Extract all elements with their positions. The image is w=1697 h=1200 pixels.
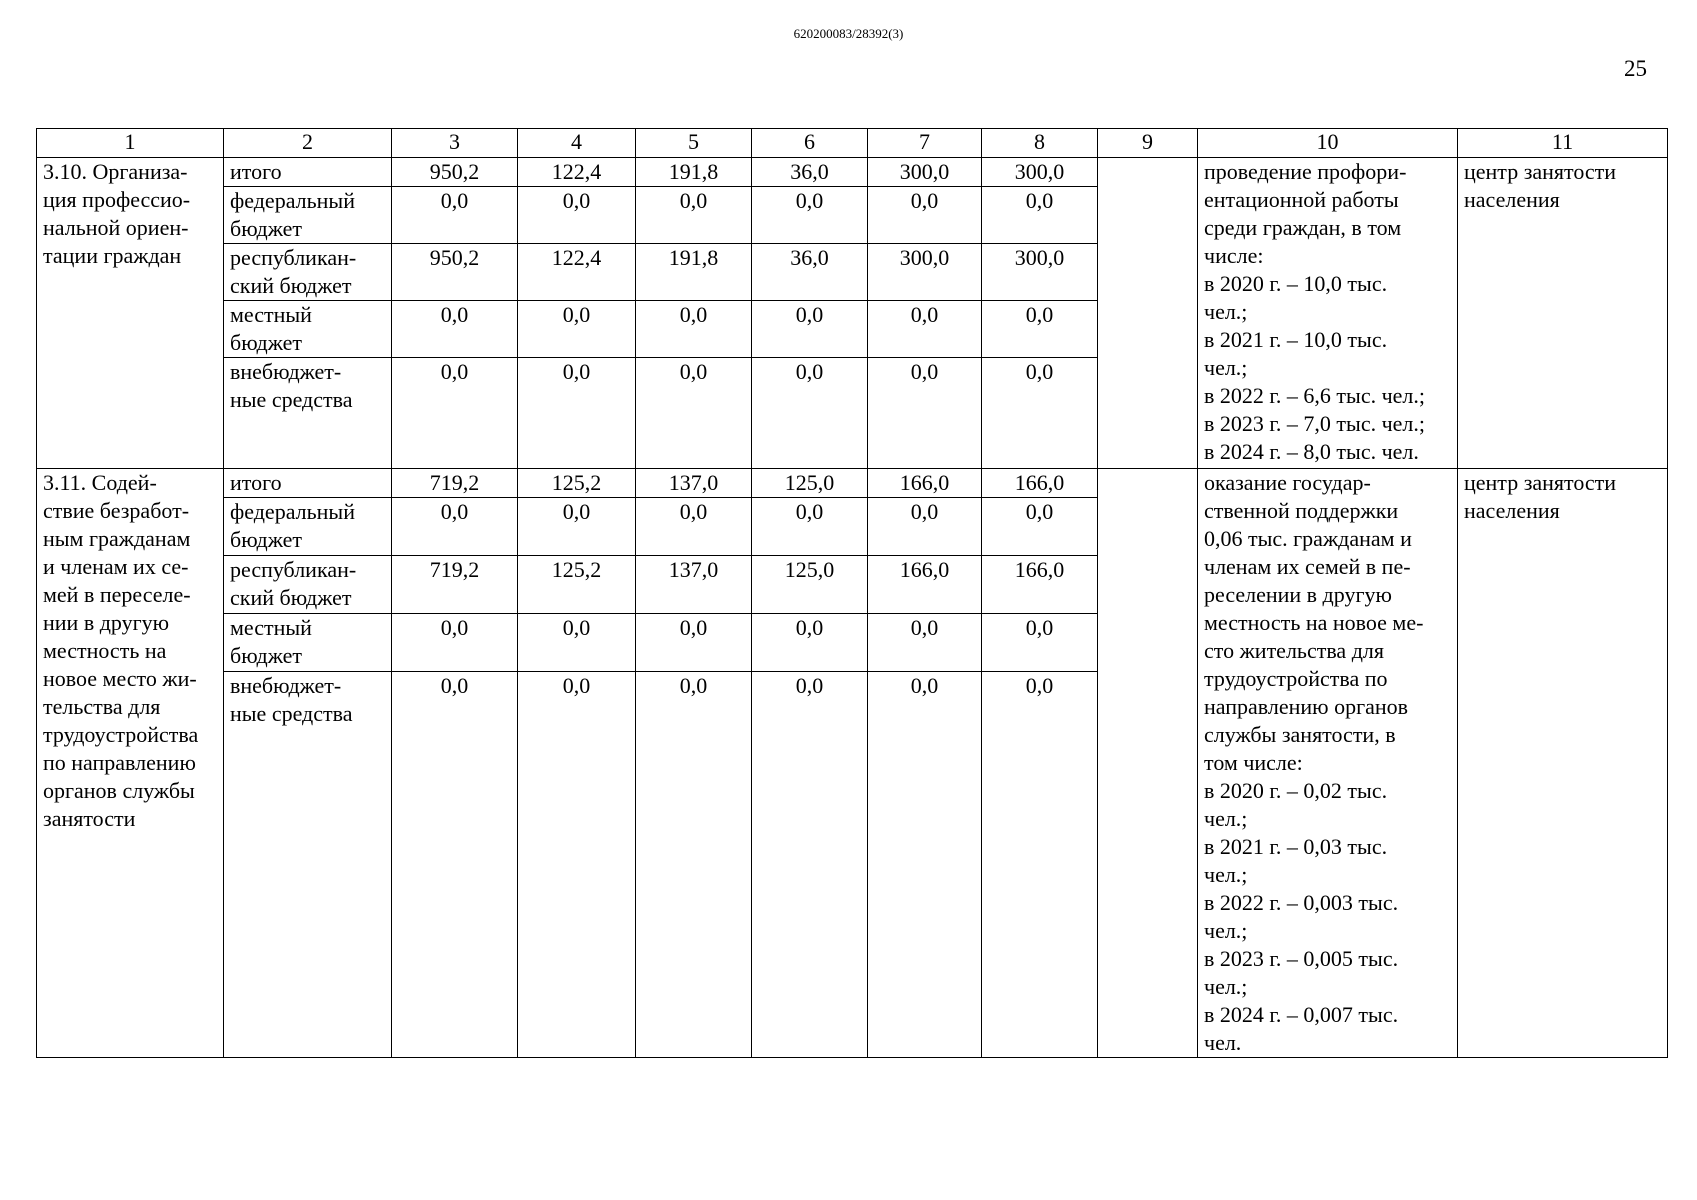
measure-title-line: тации граждан — [43, 243, 182, 268]
measure-title-line: ным гражданам — [43, 526, 191, 551]
expected-result-line: 0,06 тыс. гражданам и — [1204, 526, 1412, 551]
funding-value: 0,0 — [868, 358, 982, 469]
funding-value: 950,2 — [392, 158, 518, 187]
expected-result-line: оказание государ- — [1204, 470, 1371, 495]
funding-value: 125,0 — [752, 556, 868, 614]
funding-value: 122,4 — [518, 244, 636, 301]
funding-value: 0,0 — [392, 613, 518, 671]
funding-value: 719,2 — [392, 469, 518, 498]
expected-result-line: проведение профори- — [1204, 159, 1407, 184]
expected-result-line: ентационной работы — [1204, 187, 1399, 212]
funding-source-line: республикан- — [230, 557, 357, 583]
measure-title-line: ция профессио- — [43, 187, 191, 212]
measure-title-line: по направлению — [43, 750, 196, 775]
funding-value: 0,0 — [982, 358, 1098, 469]
funding-value: 0,0 — [392, 301, 518, 358]
expected-result-line: чел. — [1204, 1030, 1242, 1055]
measures-table — [36, 128, 1668, 1058]
funding-value: 122,4 — [518, 158, 636, 187]
funding-source — [224, 244, 392, 301]
column-number: 4 — [518, 129, 636, 158]
measure-title-line: нии в другую — [43, 610, 170, 635]
expected-result-line: том числе: — [1204, 750, 1303, 775]
funding-value: 0,0 — [868, 613, 982, 671]
funding-value: 0,0 — [392, 671, 518, 1057]
expected-result-line: среди граждан, в том — [1204, 215, 1402, 240]
document-id: 620200083/28392(3) — [793, 26, 904, 41]
executor-line: населения — [1464, 498, 1560, 523]
expected-result-line: в 2021 г. – 10,0 тыс. — [1204, 327, 1388, 352]
expected-result-line: чел.; — [1204, 299, 1248, 324]
expected-result-line: членам их семей в пе- — [1204, 554, 1411, 579]
funding-source-line: федеральный — [230, 499, 355, 525]
funding-value: 0,0 — [868, 301, 982, 358]
expected-result-line: местность на новое ме- — [1204, 610, 1424, 635]
measure-title — [37, 158, 224, 469]
funding-value: 0,0 — [752, 358, 868, 469]
funding-value: 0,0 — [636, 498, 752, 556]
funding-value: 0,0 — [392, 498, 518, 556]
funding-value: 0,0 — [518, 613, 636, 671]
funding-value: 166,0 — [982, 469, 1098, 498]
expected-result-line: в 2022 г. – 6,6 тыс. чел.; — [1204, 383, 1426, 408]
funding-source-line: федеральный — [230, 188, 355, 213]
expected-result-line: в 2020 г. – 0,02 тыс. — [1204, 778, 1388, 803]
funding-source — [224, 158, 392, 187]
column-9-cell — [1098, 469, 1198, 1058]
funding-source-line: местный — [230, 302, 312, 327]
funding-source-line: республикан- — [230, 245, 357, 270]
funding-source — [224, 671, 392, 1057]
measure-title-line: 3.11. Содей- — [43, 470, 157, 495]
funding-value: 166,0 — [982, 556, 1098, 614]
funding-source-line: бюджет — [230, 642, 302, 668]
funding-value: 0,0 — [752, 613, 868, 671]
measure-title-line: местность на — [43, 638, 167, 663]
funding-value: 0,0 — [752, 671, 868, 1057]
executor — [1458, 158, 1668, 469]
executor-line: центр занятости — [1464, 159, 1617, 184]
measure-title-line: мей в переселе- — [43, 582, 191, 607]
funding-source-line: бюджет — [230, 527, 302, 553]
column-number: 8 — [982, 129, 1098, 158]
funding-value: 0,0 — [982, 671, 1098, 1057]
funding-source-line: внебюджет- — [230, 359, 342, 384]
funding-value: 950,2 — [392, 244, 518, 301]
funding-source — [224, 301, 392, 358]
column-number: 11 — [1458, 129, 1668, 158]
executor-line: населения — [1464, 187, 1560, 212]
funding-value: 0,0 — [636, 187, 752, 244]
measure-title-line: нальной ориен- — [43, 215, 189, 240]
page-number: 25 — [1624, 56, 1647, 81]
funding-value: 0,0 — [868, 671, 982, 1057]
funding-value: 137,0 — [636, 556, 752, 614]
funding-value: 0,0 — [636, 301, 752, 358]
column-number: 9 — [1098, 129, 1198, 158]
funding-value: 0,0 — [868, 187, 982, 244]
expected-result-line: в 2023 г. – 0,005 тыс. — [1204, 946, 1399, 971]
funding-value: 0,0 — [752, 498, 868, 556]
expected-result-line: числе: — [1204, 243, 1264, 268]
funding-value: 36,0 — [752, 158, 868, 187]
executor-line: центр занятости — [1464, 470, 1617, 495]
funding-value: 0,0 — [518, 358, 636, 469]
column-number: 1 — [37, 129, 224, 158]
funding-source-line: ные средства — [230, 700, 353, 726]
funding-source — [224, 469, 392, 498]
funding-value: 0,0 — [518, 498, 636, 556]
expected-result-line: в 2020 г. – 10,0 тыс. — [1204, 271, 1388, 296]
expected-result-line: в 2024 г. – 8,0 тыс. чел. — [1204, 439, 1419, 464]
funding-value: 0,0 — [982, 187, 1098, 244]
measure-title-line: трудоустройства — [43, 722, 199, 747]
funding-value: 125,0 — [752, 469, 868, 498]
funding-value: 36,0 — [752, 244, 868, 301]
funding-value: 191,8 — [636, 158, 752, 187]
funding-value: 191,8 — [636, 244, 752, 301]
funding-value: 0,0 — [518, 671, 636, 1057]
funding-value: 137,0 — [636, 469, 752, 498]
expected-result-line: в 2024 г. – 0,007 тыс. — [1204, 1002, 1399, 1027]
measure-title — [37, 469, 224, 1058]
funding-value: 166,0 — [868, 556, 982, 614]
funding-value: 0,0 — [636, 671, 752, 1057]
funding-source-line: бюджет — [230, 330, 302, 355]
funding-value: 300,0 — [868, 158, 982, 187]
funding-value: 0,0 — [518, 187, 636, 244]
funding-value: 0,0 — [868, 498, 982, 556]
funding-source-line: местный — [230, 614, 312, 640]
measure-title-line: занятости — [43, 806, 136, 831]
expected-result-line: трудоустройства по — [1204, 666, 1388, 691]
expected-result-line: чел.; — [1204, 355, 1248, 380]
funding-source-line: итого — [230, 470, 282, 495]
measure-title-line: и членам их се- — [43, 554, 189, 579]
funding-source — [224, 613, 392, 671]
funding-value: 0,0 — [636, 358, 752, 469]
column-number: 5 — [636, 129, 752, 158]
column-number: 6 — [752, 129, 868, 158]
funding-source — [224, 187, 392, 244]
funding-value: 0,0 — [752, 187, 868, 244]
measure-title-line: 3.10. Организа- — [43, 159, 188, 184]
table-row — [37, 158, 1668, 187]
column-number: 2 — [224, 129, 392, 158]
expected-result-line: в 2023 г. – 7,0 тыс. чел.; — [1204, 411, 1426, 436]
funding-value: 0,0 — [752, 301, 868, 358]
funding-source-line: итого — [230, 159, 282, 184]
funding-source-line: ные средства — [230, 387, 353, 412]
funding-source — [224, 498, 392, 556]
funding-source-line: ский бюджет — [230, 273, 352, 298]
column-number: 3 — [392, 129, 518, 158]
expected-result-line: службы занятости, в — [1204, 722, 1396, 747]
column-number-row — [37, 129, 1668, 158]
funding-value: 125,2 — [518, 469, 636, 498]
expected-result-line: чел.; — [1204, 974, 1248, 999]
expected-result — [1198, 469, 1458, 1058]
funding-value: 300,0 — [982, 158, 1098, 187]
expected-result-line: чел.; — [1204, 862, 1248, 887]
funding-value: 0,0 — [982, 613, 1098, 671]
executor — [1458, 469, 1668, 1058]
expected-result-line: реселении в другую — [1204, 582, 1392, 607]
funding-value: 0,0 — [982, 301, 1098, 358]
expected-result-line: в 2021 г. – 0,03 тыс. — [1204, 834, 1388, 859]
expected-result-line: в 2022 г. – 0,003 тыс. — [1204, 890, 1399, 915]
expected-result-line: ственной поддержки — [1204, 498, 1399, 523]
funding-value: 300,0 — [868, 244, 982, 301]
table-row — [37, 469, 1668, 498]
funding-source-line: бюджет — [230, 216, 302, 241]
expected-result-line: направлению органов — [1204, 694, 1409, 719]
measure-title-line: органов службы — [43, 778, 195, 803]
funding-value: 0,0 — [392, 358, 518, 469]
measure-title-line: ствие безработ- — [43, 498, 190, 523]
measure-title-line: новое место жи- — [43, 666, 197, 691]
funding-value: 0,0 — [518, 301, 636, 358]
column-number: 7 — [868, 129, 982, 158]
expected-result-line: сто жительства для — [1204, 638, 1384, 663]
expected-result-line: чел.; — [1204, 918, 1248, 943]
funding-value: 719,2 — [392, 556, 518, 614]
funding-source-line: внебюджет- — [230, 672, 342, 698]
funding-value: 0,0 — [982, 498, 1098, 556]
funding-source — [224, 358, 392, 469]
column-9-cell — [1098, 158, 1198, 469]
funding-source — [224, 556, 392, 614]
funding-value: 0,0 — [636, 613, 752, 671]
funding-value: 300,0 — [982, 244, 1098, 301]
funding-source-line: ский бюджет — [230, 585, 352, 611]
expected-result — [1198, 158, 1458, 469]
funding-value: 125,2 — [518, 556, 636, 614]
expected-result-line: чел.; — [1204, 806, 1248, 831]
funding-value: 0,0 — [392, 187, 518, 244]
measure-title-line: тельства для — [43, 694, 161, 719]
column-number: 10 — [1198, 129, 1458, 158]
funding-value: 166,0 — [868, 469, 982, 498]
